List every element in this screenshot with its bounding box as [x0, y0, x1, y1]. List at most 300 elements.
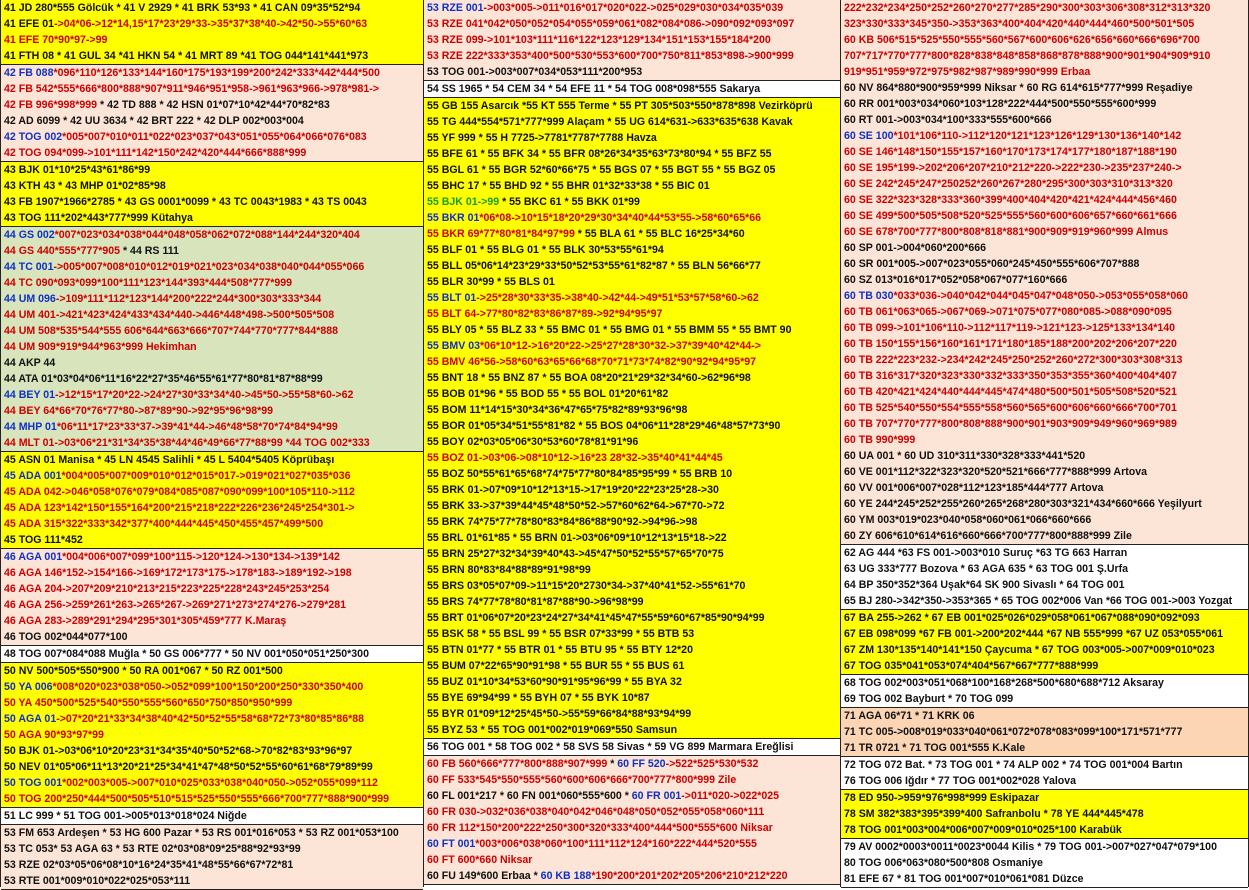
listing-row [1, 613, 423, 629]
row-segment: 60 SR 001*005->007*023*055*060*245*450*555*606*707*888 [844, 258, 1140, 270]
listing-row [424, 788, 840, 804]
row-segment: * 55 BLA 61 * 55 BLC 16*25*34*60 [574, 228, 745, 240]
row-segment: 44 GS 440*555*777*905 [4, 245, 121, 257]
row-segment: 43 TOG 111*202*443*777*999 Kütahya [4, 212, 193, 224]
row-segment: 60 TB 061*063*065->067*069->071*075*077*080*085->088*090*095 [844, 306, 1172, 318]
listing-row [841, 512, 1248, 528]
row-segment: 55 BTN 01*77 * 55 BTR 01 * 55 BTU 95 * 55 BTY 12*20 [427, 644, 693, 656]
row-segment: ->07*20*21*33*34*38*40*42*50*52*55*58*68*72*73*80*85*86*88 [56, 713, 365, 725]
listing-block [1, 825, 423, 890]
row-segment: 60 SE 100 [844, 130, 894, 142]
listing-row [841, 757, 1248, 773]
listing-row [424, 578, 840, 594]
row-segment: 50 YA 006 [4, 681, 53, 693]
listing-row [841, 577, 1248, 593]
listing-row [424, 674, 840, 690]
row-segment: *06*08->10*15*18*20*29*30*34*40*44*53*55->58*60*65*66 [479, 212, 761, 224]
listing-row [841, 790, 1248, 806]
listing-row [424, 562, 840, 578]
row-segment: 62 AG 444 *63 FS 001->003*010 Suruç *63 TG 663 Harran [844, 547, 1128, 559]
row-segment: 55 BJK 01->99 [427, 196, 500, 208]
listing-row [424, 756, 840, 772]
listing-row [1, 323, 423, 339]
row-segment: 55 BMV 46*56->58*60*63*65*66*68*70*71*73*74*82*90*92*94*95*97 [427, 356, 756, 368]
row-segment: 55 TG 444*554*571*777*999 Alaçam * 55 UG 614*631->633*635*638 Kavak [427, 116, 793, 128]
listing-row [424, 739, 840, 755]
row-segment: 60 FT 001 [427, 838, 476, 850]
listing-row [841, 288, 1248, 304]
listing-row [1, 484, 423, 500]
row-segment: 55 BKR 69*77*80*81*84*97*99 [427, 228, 575, 240]
row-segment: 60 FL 001*217 * 60 FN 001*060*555*600 * [427, 790, 632, 802]
row-segment: 55 BSK 58 * 55 BSL 99 * 55 BSR 07*33*99 * 55 BTB 53 [427, 628, 695, 640]
listing-block [424, 756, 840, 885]
listing-block [1, 0, 423, 65]
listing-row [841, 64, 1248, 80]
row-segment: 60 SE 195*199->202*206*207*210*212*220->222*230->235*237*240-> [844, 162, 1182, 174]
listing-row [841, 626, 1248, 642]
listing-row [1, 565, 423, 581]
row-segment: 60 TB 222*223*232->234*242*245*250*252*260*272*300*303*308*313 [844, 354, 1183, 366]
listing-row [424, 64, 840, 80]
row-segment: 55 BYR 01*09*12*25*45*50->55*59*66*84*88*93*94*99 [427, 708, 692, 720]
listing-row [1, 113, 423, 129]
listing-column-3 [840, 0, 1249, 887]
listing-row [1, 178, 423, 194]
listing-row [841, 336, 1248, 352]
listing-row [841, 160, 1248, 176]
listing-row [424, 386, 840, 402]
listing-row [424, 626, 840, 642]
row-segment: 63 UG 333*777 Bozova * 63 AGA 635 * 63 TOG 001 Ş.Urfa [844, 563, 1129, 575]
row-segment: 50 TOG 001 [4, 777, 63, 789]
row-segment: 60 SE 322*323*328*333*360*399*400*404*420*421*424*444*456*460 [844, 194, 1177, 206]
listing-row [841, 368, 1248, 384]
listing-row [1, 629, 423, 645]
listing-row [424, 274, 840, 290]
row-segment: 55 BRL 01*61*85 * 55 BRN 01->03*06*09*10*12*13*15*18->22 [427, 532, 727, 544]
row-segment: 44 UM 096 [4, 293, 56, 305]
listing-row [841, 256, 1248, 272]
listing-row [841, 464, 1248, 480]
row-segment: 51 LC 999 * 51 TOG 001->005*013*018*024 Niğde [4, 810, 247, 822]
listing-row [841, 320, 1248, 336]
listing-block [1, 452, 423, 549]
listing-block [841, 610, 1248, 675]
row-segment: 53 RZE 041*042*050*052*054*055*059*061*082*084*086->090*092*093*097 [427, 18, 795, 30]
listing-block [1, 808, 423, 825]
listing-row [424, 226, 840, 242]
row-segment: ->12*15*17*20*22->24*27*30*33*34*40->45*50->55*58*60->62 [55, 389, 354, 401]
row-segment: 68 TOG 002*003*051*068*100*168*268*500*680*688*712 Aksaray [844, 677, 1164, 689]
row-segment: 55 BRN 80*83*84*88*89*91*98*99 [427, 564, 591, 576]
listing-row [841, 176, 1248, 192]
listing-row [841, 208, 1248, 224]
row-segment: 55 BOY 02*03*05*06*30*53*60*78*81*91*96 [427, 436, 639, 448]
listing-row [424, 242, 840, 258]
listing-row [1, 32, 423, 48]
row-segment: *002*003*005->007*010*025*033*038*040*050->052*055*099*112 [62, 777, 378, 789]
row-segment: 42 TOG 002 [4, 131, 63, 143]
row-segment: 55 BOB 01*96 * 55 BOD 55 * 55 BOL 01*20*61*82 [427, 388, 669, 400]
listing-row [841, 304, 1248, 320]
listing-block [424, 98, 840, 739]
row-segment: 46 AGA 283->289*291*294*295*301*305*459*777 K.Maraş [4, 615, 287, 627]
listing-row [424, 836, 840, 852]
row-segment: 79 AV 0002*0003*0011*0023*0044 Kilis * 79 TOG 001->007*027*047*079*100 [844, 841, 1217, 853]
row-segment: 55 BYE 69*94*99 * 55 BYH 07 * 55 BYK 10*87 [427, 692, 650, 704]
listing-row [841, 272, 1248, 288]
row-segment: 45 ADA 123*142*150*155*164*200*215*218*222*226*236*245*254*301-> [4, 502, 355, 514]
row-segment: 60 SP 001->004*060*200*666 [844, 242, 987, 254]
listing-row [1, 452, 423, 468]
listing-row [424, 514, 840, 530]
listing-row [1, 275, 423, 291]
row-segment: 42 FB 542*555*666*800*888*907*911*946*951*958->961*963*966->978*981-> [4, 83, 379, 95]
listing-row [424, 290, 840, 306]
row-segment: 53 RZE 099->101*103*111*116*122*123*129*134*151*153*155*184*200 [427, 34, 771, 46]
row-segment: 60 VE 001*112*322*323*320*520*521*666*777*888*999 Artova [844, 466, 1147, 478]
row-segment: ->005*007*008*010*012*019*021*023*034*038*040*044*055*066 [53, 261, 365, 273]
row-segment: 60 TB 525*540*550*554*555*558*560*565*600*606*660*666*700*701 [844, 402, 1177, 414]
row-segment: 45 ADA 315*322*333*342*377*400*444*445*450*455*457*499*500 [4, 518, 324, 530]
row-segment: *004*006*007*099*100*115->120*124->130*134->139*142 [62, 551, 340, 563]
listing-row [1, 419, 423, 435]
row-segment: 69 TOG 002 Bayburt * 70 TOG 099 [844, 693, 1014, 705]
row-segment: 48 TOG 007*084*088 Muğla * 50 GS 006*777 * 50 NV 001*050*051*250*300 [4, 648, 369, 660]
row-segment: 53 TOG 001->003*007*034*053*111*200*953 [427, 66, 643, 78]
listing-row [1, 679, 423, 695]
row-segment: ->522*525*530*532 [665, 758, 759, 770]
listing-row [841, 593, 1248, 609]
row-segment: 53 RZE 222*333*353*400*500*530*553*600*700*750*811*853*898->900*999 [427, 50, 794, 62]
row-segment: 44 MHP 01 [4, 421, 57, 433]
listing-row [424, 482, 840, 498]
listing-row [1, 227, 423, 243]
row-segment: 43 FB 1907*1966*2785 * 43 GS 0001*0099 * 43 TC 0043*1983 * 43 TS 0043 [4, 196, 367, 208]
listing-row [841, 32, 1248, 48]
listing-row [424, 804, 840, 820]
row-segment: 45 ASN 01 Manisa * 45 LN 4545 Salihli * 45 L 5404*5405 Köprübaşı [4, 454, 335, 466]
listing-row [841, 224, 1248, 240]
row-segment: 60 FF 520 [617, 758, 666, 770]
row-segment: 42 AD 6099 * 42 UU 3634 * 42 BRT 222 * 42 DLP 002*003*004 [4, 115, 304, 127]
listing-row [424, 772, 840, 788]
listing-row [1, 808, 423, 824]
listing-row [841, 740, 1248, 756]
listing-row [841, 658, 1248, 674]
listing-row [1, 0, 423, 16]
listing-row [841, 400, 1248, 416]
listing-row [1, 500, 423, 516]
listing-block [1, 227, 423, 452]
listing-row [841, 839, 1248, 855]
row-segment: 60 FF 533*545*550*555*560*600*606*666*700*777*800*999 Zile [427, 774, 737, 786]
row-segment: *190*200*201*202*205*206*210*212*220 [591, 870, 788, 882]
listing-row [424, 32, 840, 48]
listing-row [424, 370, 840, 386]
row-segment: *033*036->040*042*044*045*047*048*050->053*055*058*060 [893, 290, 1189, 302]
row-segment: 60 TB 990*999 [844, 434, 916, 446]
listing-row [1, 759, 423, 775]
listing-block [1, 663, 423, 808]
row-segment: 46 AGA 146*152->154*166->169*172*173*175->178*183->189*192->198 [4, 567, 352, 579]
listing-row [424, 338, 840, 354]
row-segment: 71 TR 0721 * 71 TOG 001*555 K.Kale [844, 742, 1026, 754]
row-segment: 53 RTE 001*009*010*022*025*053*111 [4, 875, 191, 887]
listing-row [424, 434, 840, 450]
listing-row [424, 81, 840, 97]
row-segment: 42 FB 996*998*999 [4, 99, 98, 111]
listing-row [841, 128, 1248, 144]
row-segment: 55 BNT 18 * 55 BNZ 87 * 55 BOA 08*20*21*29*32*34*60->62*96*98 [427, 372, 751, 384]
listing-row [1, 727, 423, 743]
listing-row [1, 48, 423, 64]
row-segment: 55 BMV 03 [427, 340, 480, 352]
listing-row [424, 146, 840, 162]
listing-row [424, 852, 840, 868]
row-segment: 41 JD 280*555 Gölcük * 41 V 2929 * 41 BRK 53*93 * 41 CAN 09*35*52*94 [4, 2, 361, 14]
row-segment: 44 ATA 01*03*04*06*11*16*22*27*35*46*55*61*77*80*81*87*88*99 [4, 373, 323, 385]
row-segment: 50 TOG 200*250*444*500*505*510*515*525*550*555*666*700*777*888*900*999 [4, 793, 390, 805]
listing-row [841, 773, 1248, 789]
listing-row [841, 80, 1248, 96]
listing-block [841, 675, 1248, 708]
row-segment: 55 BOZ 50*55*61*65*68*74*75*77*80*84*85*95*99 * 55 BRB 10 [427, 468, 733, 480]
listing-row [424, 658, 840, 674]
row-segment: 55 GB 155 Asarcık *55 KT 555 Terme * 55 PT 305*503*550*878*898 Vezirköprü [427, 100, 813, 112]
row-segment: 60 TB 150*155*156*160*161*171*180*185*188*200*202*206*207*220 [844, 338, 1177, 350]
listing-row [1, 825, 423, 841]
listing-row [841, 432, 1248, 448]
row-segment: 55 BOR 01*05*34*51*55*81*82 * 55 BOS 04*06*11*28*29*46*48*57*73*90 [427, 420, 781, 432]
row-segment: 222*232*234*250*252*260*270*277*285*290*300*303*306*308*312*313*320 [844, 2, 1211, 14]
row-segment: 55 BUZ 01*10*34*53*60*90*91*95*96*99 * 55 BYA 32 [427, 676, 682, 688]
row-segment: 50 NEV 01*05*06*11*13*20*21*25*34*41*47*48*50*52*55*60*61*68*79*89*99 [4, 761, 373, 773]
row-segment: *101*106*110->112*120*121*123*126*129*130*136*140*142 [893, 130, 1182, 142]
row-segment: ->011*020->022*025 [681, 790, 780, 802]
listing-row [841, 708, 1248, 724]
row-segment: 55 YF 999 * 55 H 7725->7781*7787*7788 Havza [427, 132, 657, 144]
row-segment: 323*330*333*345*350->353*363*400*404*420*440*444*460*500*501*505 [844, 18, 1195, 30]
listing-row [1, 711, 423, 727]
listing-row [841, 96, 1248, 112]
listing-row [1, 403, 423, 419]
row-segment: 55 BLY 05 * 55 BLZ 33 * 55 BMC 01 * 55 BMG 01 * 55 BMM 55 * 55 BMT 90 [427, 324, 792, 336]
listing-row [1, 307, 423, 323]
listing-block [1, 646, 423, 663]
listing-row [424, 194, 840, 210]
listing-row [424, 210, 840, 226]
row-segment: 80 TOG 006*063*080*500*808 Osmaniye [844, 857, 1043, 869]
row-segment: 50 BJK 01->03*06*10*20*23*31*34*35*40*50*52*68->70*82*83*93*96*97 [4, 745, 353, 757]
listing-row [1, 16, 423, 32]
listing-row [841, 855, 1248, 871]
listing-row [424, 402, 840, 418]
row-segment: 46 TOG 002*044*077*100 [4, 631, 128, 643]
listing-row [841, 545, 1248, 561]
listing-row [424, 690, 840, 706]
row-segment: 55 BRS 03*05*07*09->11*15*20*2730*34->37*40*41*52->55*61*70 [427, 580, 746, 592]
row-segment: 44 GS 002 [4, 229, 55, 241]
row-segment: 60 RT 001->003*034*100*333*555*600*666 [844, 114, 1052, 126]
row-segment: 55 BRN 25*27*32*34*39*40*43->45*47*50*52*55*57*65*70*75 [427, 548, 724, 560]
row-segment: 55 BFE 61 * 55 BFK 34 * 55 BFR 08*26*34*35*63*73*80*94 * 55 BFZ 55 [427, 148, 772, 160]
row-segment: 55 BLF 01 * 55 BLG 01 * 55 BLK 30*53*55*61*94 [427, 244, 664, 256]
listing-row [424, 418, 840, 434]
row-segment: 53 TC 053* 53 AGA 63 * 53 RTE 02*03*08*09*25*88*92*93*99 [4, 843, 301, 855]
row-segment: * 42 TD 888 * 42 HSN 01*07*10*42*44*70*82*83 [97, 99, 330, 111]
listing-row [1, 259, 423, 275]
row-segment: 707*717*770*777*800*828*838*848*858*868*878*888*900*901*904*909*910 [844, 50, 1211, 62]
row-segment: 44 AKP 44 [4, 357, 56, 369]
listing-row [841, 144, 1248, 160]
row-segment: 67 EB 098*099 *67 FB 001->200*202*444 *67 NB 555*999 *67 UZ 053*055*061 [844, 628, 1224, 640]
listing-row [424, 48, 840, 64]
listing-row [841, 16, 1248, 32]
listing-block [841, 757, 1248, 790]
listing-row [1, 663, 423, 679]
listing-row [841, 48, 1248, 64]
listing-block [1, 65, 423, 162]
listing-row [424, 322, 840, 338]
listing-row [841, 675, 1248, 691]
listing-row [841, 480, 1248, 496]
row-segment: 50 AGA 90*93*97*99 [4, 729, 104, 741]
row-segment: 55 BLL 05*06*14*23*29*33*50*52*53*55*61*82*87 * 55 BLN 56*66*77 [427, 260, 761, 272]
listing-row [1, 597, 423, 613]
row-segment: 60 FU 149*600 Erbaa * [427, 870, 541, 882]
row-segment: ->04*06->12*14,15*17*23*29*33->35*37*38*40->42*50->55*60*63 [54, 18, 368, 30]
listing-row [1, 81, 423, 97]
listing-row [841, 528, 1248, 544]
row-segment: * [607, 758, 618, 770]
listing-row [424, 594, 840, 610]
row-segment: 60 KB 188 [540, 870, 592, 882]
listing-row [841, 384, 1248, 400]
row-segment: 60 UA 001 * 60 UD 310*311*330*328*333*441*520 [844, 450, 1086, 462]
row-segment: 45 TOG 111*452 [4, 534, 83, 546]
row-segment: 55 BHC 17 * 55 BHD 92 * 55 BHR 01*32*33*38 * 55 BIC 01 [427, 180, 710, 192]
row-segment: 55 BRS 74*77*78*80*81*87*88*90->96*98*99 [427, 596, 644, 608]
row-segment: 43 BJK 01*10*25*43*61*86*99 [4, 164, 151, 176]
row-segment: * 55 BKC 61 * 55 BKK 01*99 [499, 196, 640, 208]
row-segment: *004*005*007*009*010*012*015*017->019*021*027*035*036 [61, 470, 351, 482]
listing-row [841, 561, 1248, 577]
row-segment: 60 FR 112*150*200*222*250*300*320*333*400*444*500*555*600 Niksar [427, 822, 773, 834]
listing-row [1, 516, 423, 532]
row-segment: 60 FT 600*660 Niksar [427, 854, 533, 866]
listing-block [841, 839, 1248, 888]
listing-row [1, 532, 423, 548]
listing-row [424, 610, 840, 626]
listing-row [424, 498, 840, 514]
row-segment: 60 SZ 013*016*017*052*058*067*077*160*666 [844, 274, 1068, 286]
listing-block [424, 739, 840, 756]
row-segment: 45 ADA 001 [4, 470, 62, 482]
row-segment: 60 TB 316*317*320*323*330*332*333*350*353*355*360*400*404*407 [844, 370, 1177, 382]
row-segment: 60 YE 244*245*252*255*260*265*268*280*303*321*434*660*666 Yeşilyurt [844, 498, 1202, 510]
listing-row [841, 112, 1248, 128]
listing-block [1, 162, 423, 227]
row-segment: 60 TB 030 [844, 290, 894, 302]
listing-row [424, 868, 840, 884]
listing-row [1, 775, 423, 791]
row-segment: 56 TOG 001 * 58 TOG 002 * 58 SVS 58 Sivas * 59 VG 899 Marmara Ereğlisi [427, 741, 794, 753]
listing-row [841, 610, 1248, 626]
listing-row [1, 468, 423, 484]
row-segment: ->25*28*30*33*35->38*40->42*44->49*51*53*57*58*60->62 [476, 292, 759, 304]
row-segment: 60 ZY 606*610*614*616*660*666*700*777*800*888*999 Zile [844, 530, 1132, 542]
row-segment: 60 FB 560*666*777*800*888*907*999 [427, 758, 608, 770]
row-segment: 60 FR 001 [631, 790, 682, 802]
row-segment: 44 TC 001 [4, 261, 54, 273]
row-segment: 44 UM 508*535*544*555 606*644*663*666*707*744*770*777*844*888 [4, 325, 339, 337]
listing-row [424, 546, 840, 562]
listing-row [1, 291, 423, 307]
listing-row [424, 354, 840, 370]
listing-row [1, 339, 423, 355]
listing-row [424, 130, 840, 146]
listing-row [1, 97, 423, 113]
listing-row [424, 0, 840, 16]
row-segment: 65 BJ 280->342*350->353*365 * 65 TOG 002*006 Van *66 TOG 001->003 Yozgat [844, 595, 1233, 607]
row-segment: 55 BGL 61 * 55 BGR 52*60*66*75 * 55 BGS 07 * 55 BGT 55 * 55 BGZ 05 [427, 164, 776, 176]
row-segment: 41 EFE 01 [4, 18, 55, 30]
row-segment: 53 RZE 02*03*05*06*08*10*16*24*35*41*48*55*66*67*72*81 [4, 859, 294, 871]
listing-row [424, 706, 840, 722]
row-segment: 50 YA 450*500*525*540*550*555*560*650*750*850*950*999 [4, 697, 293, 709]
row-segment: *003*006*038*060*100*111*112*124*160*222*444*520*555 [475, 838, 757, 850]
row-segment: 41 EFE 70*90*97->99 [4, 34, 108, 46]
listing-block [841, 0, 1248, 545]
listing-row [841, 691, 1248, 707]
listing-row [1, 435, 423, 451]
listing-row [1, 387, 423, 403]
listing-row [841, 240, 1248, 256]
listing-row [1, 145, 423, 161]
row-segment: 71 TC 005->008*019*033*040*061*072*078*083*099*100*171*571*777 [844, 726, 1183, 738]
listing-column-1 [0, 0, 423, 887]
listing-row [424, 306, 840, 322]
row-segment: 60 TB 707*770*777*800*808*888*900*901*903*909*949*960*969*989 [844, 418, 1177, 430]
row-segment: 67 ZM 130*135*140*141*150 Çaycuma * 67 TOG 003*005->007*009*010*023 [844, 644, 1215, 656]
row-segment: 60 KB 506*515*525*550*555*560*567*600*606*626*656*660*666*696*700 [844, 34, 1200, 46]
listing-row [1, 162, 423, 178]
listing-row [1, 210, 423, 226]
listing-row [841, 496, 1248, 512]
row-segment: 919*951*959*972*975*982*987*989*990*999 Erbaa [844, 66, 1091, 78]
row-segment: 55 BOZ 01->03*06->08*10*12->16*23 28*32->35*40*41*44*45 [427, 452, 723, 464]
listing-row [1, 65, 423, 81]
row-segment: *008*020*023*038*050->052*099*100*150*200*250*330*350*400 [52, 681, 364, 693]
row-segment: 76 TOG 006 Iğdır * 77 TOG 001*002*028 Yalova [844, 775, 1077, 787]
row-segment: 55 BKR 01 [427, 212, 480, 224]
row-segment: *007*023*034*038*044*048*058*062*072*088*144*244*320*404 [54, 229, 360, 241]
row-segment: 60 SE 678*700*777*800*808*818*881*900*909*919*960*999 Almus [844, 226, 1169, 238]
row-segment: 78 TOG 001*003*004*006*007*009*010*025*100 Karabük [844, 824, 1122, 836]
listing-row [841, 642, 1248, 658]
row-segment: 45 ADA 042->046*058*076*079*084*085*087*090*099*100*105*110->112 [4, 486, 355, 498]
row-segment: *06*10*12->16*20*22->25*27*28*30*32->37*39*40*42*44-> [480, 340, 761, 352]
listing-row [841, 416, 1248, 432]
row-segment: 60 TB 420*421*424*440*444*445*474*480*500*501*505*508*520*521 [844, 386, 1177, 398]
listing-row [424, 530, 840, 546]
listing-row [1, 646, 423, 662]
row-segment: 55 BYZ 53 * 55 TOG 001*002*019*069*550 Samsun [427, 724, 678, 736]
listing-row [1, 695, 423, 711]
row-segment: ->003*005->011*016*017*020*022->025*029*030*034*035*039 [483, 2, 784, 14]
